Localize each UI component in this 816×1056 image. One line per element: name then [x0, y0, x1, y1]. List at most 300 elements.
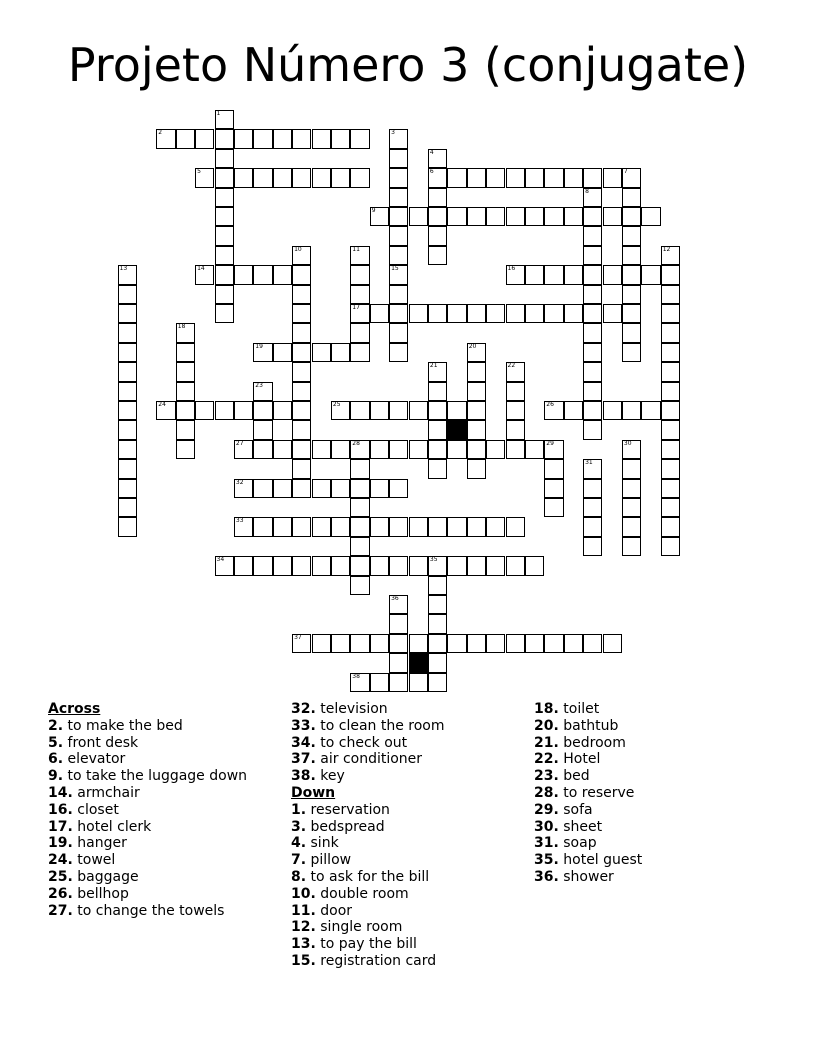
grid-cell[interactable] [370, 479, 389, 498]
grid-cell[interactable] [292, 459, 311, 478]
grid-cell[interactable] [312, 517, 331, 536]
grid-cell[interactable] [292, 343, 311, 362]
grid-cell[interactable] [544, 498, 563, 517]
grid-cell[interactable] [409, 401, 428, 420]
grid-cell[interactable] [273, 517, 292, 536]
grid-cell[interactable] [292, 304, 311, 323]
grid-cell[interactable] [195, 168, 214, 187]
grid-cell[interactable] [428, 440, 447, 459]
grid-cell[interactable] [215, 401, 234, 420]
grid-cell[interactable] [661, 420, 680, 439]
grid-cell[interactable] [389, 149, 408, 168]
grid-cell[interactable] [467, 556, 486, 575]
grid-cell[interactable] [583, 246, 602, 265]
grid-cell[interactable] [350, 459, 369, 478]
grid-cell[interactable] [215, 246, 234, 265]
grid-cell[interactable] [176, 129, 195, 148]
grid-cell[interactable] [622, 537, 641, 556]
grid-cell[interactable] [350, 556, 369, 575]
grid-cell[interactable] [661, 343, 680, 362]
grid-cell[interactable] [176, 440, 195, 459]
grid-cell[interactable] [312, 479, 331, 498]
grid-cell[interactable] [467, 382, 486, 401]
grid-cell[interactable] [389, 304, 408, 323]
grid-cell[interactable] [622, 323, 641, 342]
grid-cell[interactable] [661, 459, 680, 478]
grid-cell[interactable] [506, 362, 525, 381]
grid-cell[interactable] [331, 556, 350, 575]
grid-cell[interactable] [506, 440, 525, 459]
grid-cell[interactable] [428, 168, 447, 187]
grid-cell[interactable] [389, 265, 408, 284]
grid-cell[interactable] [176, 343, 195, 362]
grid-cell[interactable] [583, 498, 602, 517]
grid-cell[interactable] [253, 343, 272, 362]
grid-cell[interactable] [156, 129, 175, 148]
grid-cell[interactable] [215, 207, 234, 226]
grid-cell[interactable] [292, 382, 311, 401]
grid-cell[interactable] [467, 168, 486, 187]
grid-cell[interactable] [447, 556, 466, 575]
grid-cell[interactable] [215, 168, 234, 187]
grid-cell[interactable] [544, 168, 563, 187]
grid-cell[interactable] [312, 440, 331, 459]
grid-cell[interactable] [234, 479, 253, 498]
grid-cell[interactable] [622, 459, 641, 478]
grid-cell[interactable] [447, 168, 466, 187]
grid-cell[interactable] [661, 265, 680, 284]
grid-cell[interactable] [428, 188, 447, 207]
grid-cell[interactable] [234, 265, 253, 284]
grid-cell[interactable] [564, 634, 583, 653]
grid-cell[interactable] [544, 440, 563, 459]
grid-cell[interactable] [467, 517, 486, 536]
grid-cell[interactable] [350, 246, 369, 265]
grid-cell[interactable] [176, 382, 195, 401]
grid-cell[interactable] [312, 343, 331, 362]
grid-cell[interactable] [544, 304, 563, 323]
grid-cell[interactable] [428, 517, 447, 536]
grid-cell[interactable] [292, 556, 311, 575]
grid-cell[interactable] [389, 556, 408, 575]
grid-cell[interactable] [253, 265, 272, 284]
grid-cell[interactable] [215, 226, 234, 245]
grid-cell[interactable] [622, 265, 641, 284]
grid-cell[interactable] [428, 420, 447, 439]
grid-cell[interactable] [583, 323, 602, 342]
grid-cell[interactable] [176, 323, 195, 342]
grid-cell[interactable] [273, 440, 292, 459]
grid-cell[interactable] [215, 188, 234, 207]
grid-cell[interactable] [661, 517, 680, 536]
grid-cell[interactable] [234, 440, 253, 459]
grid-cell[interactable] [253, 479, 272, 498]
grid-cell[interactable] [506, 556, 525, 575]
grid-cell[interactable] [331, 129, 350, 148]
grid-cell[interactable] [389, 226, 408, 245]
grid-cell[interactable] [350, 304, 369, 323]
grid-cell[interactable] [506, 420, 525, 439]
grid-cell[interactable] [118, 420, 137, 439]
grid-cell[interactable] [273, 401, 292, 420]
grid-cell[interactable] [273, 265, 292, 284]
grid-cell[interactable] [583, 265, 602, 284]
grid-cell[interactable] [253, 129, 272, 148]
grid-cell[interactable] [467, 401, 486, 420]
grid-cell[interactable] [331, 401, 350, 420]
grid-cell[interactable] [118, 517, 137, 536]
grid-cell[interactable] [622, 343, 641, 362]
grid-cell[interactable] [622, 479, 641, 498]
grid-cell[interactable] [215, 149, 234, 168]
grid-cell[interactable] [467, 362, 486, 381]
grid-cell[interactable] [622, 246, 641, 265]
grid-cell[interactable] [622, 207, 641, 226]
grid-cell[interactable] [447, 304, 466, 323]
grid-cell[interactable] [544, 459, 563, 478]
grid-cell[interactable] [467, 459, 486, 478]
grid-cell[interactable] [389, 440, 408, 459]
grid-cell[interactable] [389, 207, 408, 226]
grid-cell[interactable] [350, 129, 369, 148]
grid-cell[interactable] [661, 537, 680, 556]
grid-cell[interactable] [544, 634, 563, 653]
grid-cell[interactable] [389, 129, 408, 148]
grid-cell[interactable] [195, 401, 214, 420]
grid-cell[interactable] [370, 517, 389, 536]
grid-cell[interactable] [447, 440, 466, 459]
grid-cell[interactable] [409, 556, 428, 575]
grid-cell[interactable] [215, 265, 234, 284]
grid-cell[interactable] [506, 207, 525, 226]
grid-cell[interactable] [195, 129, 214, 148]
grid-cell[interactable] [583, 634, 602, 653]
grid-cell[interactable] [389, 634, 408, 653]
grid-cell[interactable] [118, 382, 137, 401]
grid-cell[interactable] [292, 517, 311, 536]
grid-cell[interactable] [253, 556, 272, 575]
grid-cell[interactable] [389, 285, 408, 304]
grid-cell[interactable] [253, 401, 272, 420]
grid-cell[interactable] [312, 556, 331, 575]
grid-cell[interactable] [331, 168, 350, 187]
grid-cell[interactable] [583, 420, 602, 439]
grid-cell[interactable] [350, 440, 369, 459]
grid-cell[interactable] [583, 285, 602, 304]
grid-cell[interactable] [409, 634, 428, 653]
grid-cell[interactable] [467, 304, 486, 323]
grid-cell[interactable] [389, 343, 408, 362]
grid-cell[interactable] [603, 168, 622, 187]
grid-cell[interactable] [603, 207, 622, 226]
grid-cell[interactable] [389, 168, 408, 187]
grid-cell[interactable] [603, 401, 622, 420]
grid-cell[interactable] [622, 517, 641, 536]
grid-cell[interactable] [292, 634, 311, 653]
grid-cell[interactable] [447, 401, 466, 420]
grid-cell[interactable] [312, 129, 331, 148]
grid-cell[interactable] [370, 673, 389, 692]
grid-cell[interactable] [428, 614, 447, 633]
grid-cell[interactable] [525, 440, 544, 459]
grid-cell[interactable] [253, 382, 272, 401]
grid-cell[interactable] [544, 479, 563, 498]
grid-cell[interactable] [389, 479, 408, 498]
grid-cell[interactable] [506, 382, 525, 401]
grid-cell[interactable] [622, 440, 641, 459]
grid-cell[interactable] [428, 149, 447, 168]
grid-cell[interactable] [525, 304, 544, 323]
grid-cell[interactable] [428, 556, 447, 575]
grid-cell[interactable] [370, 401, 389, 420]
grid-cell[interactable] [176, 362, 195, 381]
grid-cell[interactable] [350, 517, 369, 536]
grid-cell[interactable] [622, 285, 641, 304]
grid-cell[interactable] [467, 207, 486, 226]
grid-cell[interactable] [176, 401, 195, 420]
grid-cell[interactable] [215, 304, 234, 323]
grid-cell[interactable] [544, 265, 563, 284]
grid-cell[interactable] [661, 498, 680, 517]
grid-cell[interactable] [312, 634, 331, 653]
grid-cell[interactable] [118, 323, 137, 342]
grid-cell[interactable] [292, 323, 311, 342]
grid-cell[interactable] [292, 440, 311, 459]
grid-cell[interactable] [350, 285, 369, 304]
grid-cell[interactable] [409, 673, 428, 692]
grid-cell[interactable] [544, 401, 563, 420]
grid-cell[interactable] [331, 440, 350, 459]
grid-cell[interactable] [389, 614, 408, 633]
grid-cell[interactable] [331, 517, 350, 536]
grid-cell[interactable] [234, 556, 253, 575]
grid-cell[interactable] [428, 634, 447, 653]
grid-cell[interactable] [486, 517, 505, 536]
grid-cell[interactable] [525, 265, 544, 284]
grid-cell[interactable] [486, 207, 505, 226]
grid-cell[interactable] [641, 207, 660, 226]
grid-cell[interactable] [350, 401, 369, 420]
grid-cell[interactable] [622, 401, 641, 420]
grid-cell[interactable] [622, 226, 641, 245]
grid-cell[interactable] [253, 420, 272, 439]
grid-cell[interactable] [525, 207, 544, 226]
grid-cell[interactable] [118, 265, 137, 284]
grid-cell[interactable] [467, 440, 486, 459]
grid-cell[interactable] [428, 653, 447, 672]
grid-cell[interactable] [467, 634, 486, 653]
grid-cell[interactable] [350, 323, 369, 342]
grid-cell[interactable] [583, 382, 602, 401]
grid-cell[interactable] [583, 168, 602, 187]
grid-cell[interactable] [389, 246, 408, 265]
grid-cell[interactable] [389, 401, 408, 420]
grid-cell[interactable] [428, 207, 447, 226]
grid-cell[interactable] [447, 207, 466, 226]
grid-cell[interactable] [428, 459, 447, 478]
grid-cell[interactable] [583, 517, 602, 536]
grid-cell[interactable] [253, 517, 272, 536]
grid-cell[interactable] [273, 479, 292, 498]
grid-cell[interactable] [350, 343, 369, 362]
grid-cell[interactable] [564, 304, 583, 323]
grid-cell[interactable] [428, 673, 447, 692]
grid-cell[interactable] [661, 323, 680, 342]
grid-cell[interactable] [603, 634, 622, 653]
grid-cell[interactable] [389, 595, 408, 614]
grid-cell[interactable] [370, 556, 389, 575]
grid-cell[interactable] [583, 226, 602, 245]
grid-cell[interactable] [215, 285, 234, 304]
grid-cell[interactable] [389, 517, 408, 536]
grid-cell[interactable] [583, 401, 602, 420]
grid-cell[interactable] [350, 168, 369, 187]
grid-cell[interactable] [292, 362, 311, 381]
grid-cell[interactable] [428, 246, 447, 265]
grid-cell[interactable] [467, 343, 486, 362]
grid-cell[interactable] [428, 362, 447, 381]
grid-cell[interactable] [486, 556, 505, 575]
grid-cell[interactable] [350, 537, 369, 556]
grid-cell[interactable] [506, 517, 525, 536]
grid-cell[interactable] [428, 226, 447, 245]
grid-cell[interactable] [292, 168, 311, 187]
grid-cell[interactable] [292, 285, 311, 304]
grid-cell[interactable] [622, 304, 641, 323]
grid-cell[interactable] [447, 517, 466, 536]
grid-cell[interactable] [583, 362, 602, 381]
grid-cell[interactable] [389, 323, 408, 342]
grid-cell[interactable] [525, 168, 544, 187]
grid-cell[interactable] [350, 498, 369, 517]
grid-cell[interactable] [661, 440, 680, 459]
grid-cell[interactable] [428, 401, 447, 420]
grid-cell[interactable] [409, 207, 428, 226]
grid-cell[interactable] [506, 265, 525, 284]
grid-cell[interactable] [273, 343, 292, 362]
grid-cell[interactable] [486, 634, 505, 653]
grid-cell[interactable] [447, 634, 466, 653]
grid-cell[interactable] [176, 420, 195, 439]
grid-cell[interactable] [118, 362, 137, 381]
grid-cell[interactable] [350, 576, 369, 595]
grid-cell[interactable] [370, 634, 389, 653]
grid-cell[interactable] [409, 440, 428, 459]
grid-cell[interactable] [253, 440, 272, 459]
grid-cell[interactable] [428, 595, 447, 614]
grid-cell[interactable] [215, 110, 234, 129]
grid-cell[interactable] [428, 304, 447, 323]
grid-cell[interactable] [350, 479, 369, 498]
grid-cell[interactable] [409, 304, 428, 323]
grid-cell[interactable] [234, 517, 253, 536]
grid-cell[interactable] [273, 556, 292, 575]
grid-cell[interactable] [661, 382, 680, 401]
grid-cell[interactable] [583, 459, 602, 478]
grid-cell[interactable] [603, 304, 622, 323]
grid-cell[interactable] [292, 401, 311, 420]
grid-cell[interactable] [506, 168, 525, 187]
grid-cell[interactable] [118, 401, 137, 420]
grid-cell[interactable] [234, 129, 253, 148]
grid-cell[interactable] [350, 265, 369, 284]
grid-cell[interactable] [506, 401, 525, 420]
grid-cell[interactable] [331, 479, 350, 498]
grid-cell[interactable] [583, 188, 602, 207]
grid-cell[interactable] [234, 168, 253, 187]
grid-cell[interactable] [661, 362, 680, 381]
grid-cell[interactable] [118, 479, 137, 498]
grid-cell[interactable] [583, 479, 602, 498]
grid-cell[interactable] [661, 304, 680, 323]
grid-cell[interactable] [118, 285, 137, 304]
grid-cell[interactable] [370, 440, 389, 459]
grid-cell[interactable] [564, 401, 583, 420]
grid-cell[interactable] [331, 634, 350, 653]
grid-cell[interactable] [428, 382, 447, 401]
grid-cell[interactable] [370, 304, 389, 323]
grid-cell[interactable] [273, 168, 292, 187]
grid-cell[interactable] [525, 556, 544, 575]
grid-cell[interactable] [486, 440, 505, 459]
grid-cell[interactable] [661, 401, 680, 420]
grid-cell[interactable] [350, 634, 369, 653]
grid-cell[interactable] [486, 304, 505, 323]
grid-cell[interactable] [641, 265, 660, 284]
grid-cell[interactable] [292, 246, 311, 265]
grid-cell[interactable] [118, 440, 137, 459]
grid-cell[interactable] [622, 168, 641, 187]
grid-cell[interactable] [622, 188, 641, 207]
grid-cell[interactable] [389, 653, 408, 672]
grid-cell[interactable] [661, 246, 680, 265]
grid-cell[interactable] [525, 634, 544, 653]
grid-cell[interactable] [564, 265, 583, 284]
grid-cell[interactable] [583, 343, 602, 362]
grid-cell[interactable] [583, 537, 602, 556]
grid-cell[interactable] [564, 168, 583, 187]
grid-cell[interactable] [292, 129, 311, 148]
grid-cell[interactable] [331, 343, 350, 362]
grid-cell[interactable] [292, 265, 311, 284]
grid-cell[interactable] [215, 129, 234, 148]
grid-cell[interactable] [389, 188, 408, 207]
grid-cell[interactable] [273, 129, 292, 148]
grid-cell[interactable] [544, 207, 563, 226]
grid-cell[interactable] [195, 265, 214, 284]
grid-cell[interactable] [661, 479, 680, 498]
grid-cell[interactable] [118, 304, 137, 323]
grid-cell[interactable] [409, 517, 428, 536]
grid-cell[interactable] [506, 304, 525, 323]
grid-cell[interactable] [661, 285, 680, 304]
grid-cell[interactable] [603, 265, 622, 284]
grid-cell[interactable] [312, 168, 331, 187]
grid-cell[interactable] [467, 420, 486, 439]
grid-cell[interactable] [118, 459, 137, 478]
grid-cell[interactable] [118, 343, 137, 362]
grid-cell[interactable] [118, 498, 137, 517]
grid-cell[interactable] [506, 634, 525, 653]
grid-cell[interactable] [641, 401, 660, 420]
grid-cell[interactable] [370, 207, 389, 226]
grid-cell[interactable] [583, 304, 602, 323]
grid-cell[interactable] [389, 673, 408, 692]
grid-cell[interactable] [292, 420, 311, 439]
grid-cell[interactable] [622, 498, 641, 517]
grid-cell[interactable] [428, 576, 447, 595]
grid-cell[interactable] [215, 556, 234, 575]
